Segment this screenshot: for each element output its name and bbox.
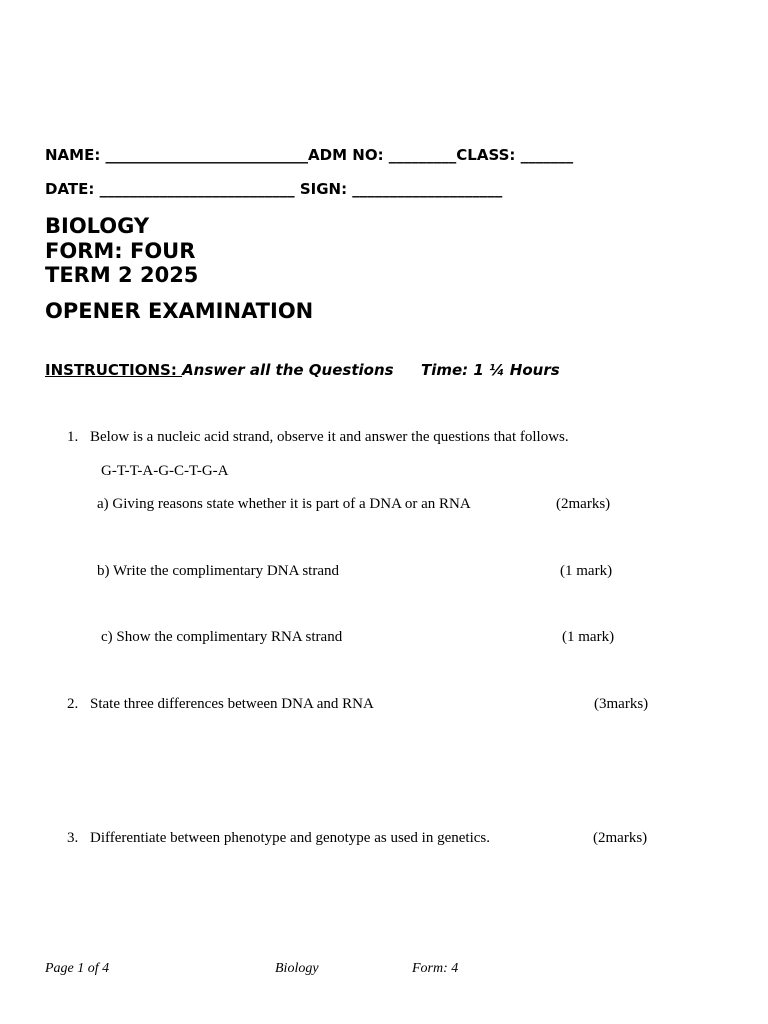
exam-time-text: Time: 1 ¼ Hours <box>421 361 560 379</box>
form-title: FORM: FOUR <box>45 239 196 263</box>
name-adm-class-line: NAME: ___________________________ADM NO: _________CLASS: _______ <box>45 146 574 164</box>
q1b-marks: (1 mark) <box>560 563 613 579</box>
q1-strand: G-T-T-A-G-C-T-G-A <box>101 463 229 479</box>
q1-text: Below is a nucleic acid strand, observe it and answer the questions that follows. <box>90 429 569 445</box>
q1c-text: c) Show the complimentary RNA strand <box>101 629 343 645</box>
footer-form: Form: 4 <box>412 961 459 976</box>
q1b-text: b) Write the complimentary DNA strand <box>97 563 339 579</box>
q2-number: 2. <box>67 696 79 712</box>
footer-subject: Biology <box>275 961 319 976</box>
q3-marks: (2marks) <box>593 830 648 846</box>
exam-time <box>421 361 560 379</box>
q2-text: State three differences between DNA and RNA <box>90 696 374 712</box>
date-sign-line: DATE: __________________________ SIGN: ____________________ <box>45 180 503 198</box>
subject-title: BIOLOGY <box>45 214 150 238</box>
instructions-label: INSTRUCTIONS: <box>45 361 183 379</box>
instructions-text: Answer all the Questions <box>182 361 394 379</box>
instructions-line <box>45 361 394 379</box>
q2-marks: (3marks) <box>594 696 649 712</box>
exam-title: OPENER EXAMINATION <box>45 299 314 323</box>
q3-number: 3. <box>67 830 79 846</box>
q1a-marks: (2marks) <box>556 496 611 512</box>
term-title: TERM 2 2025 <box>45 263 199 287</box>
footer-page-number: Page 1 of 4 <box>45 961 110 976</box>
q1c-marks: (1 mark) <box>562 629 615 645</box>
q1a-text: a) Giving reasons state whether it is part of a DNA or an RNA <box>97 496 471 512</box>
q3-text: Differentiate between phenotype and genotype as used in genetics. <box>90 830 490 846</box>
q1-number: 1. <box>67 429 79 445</box>
